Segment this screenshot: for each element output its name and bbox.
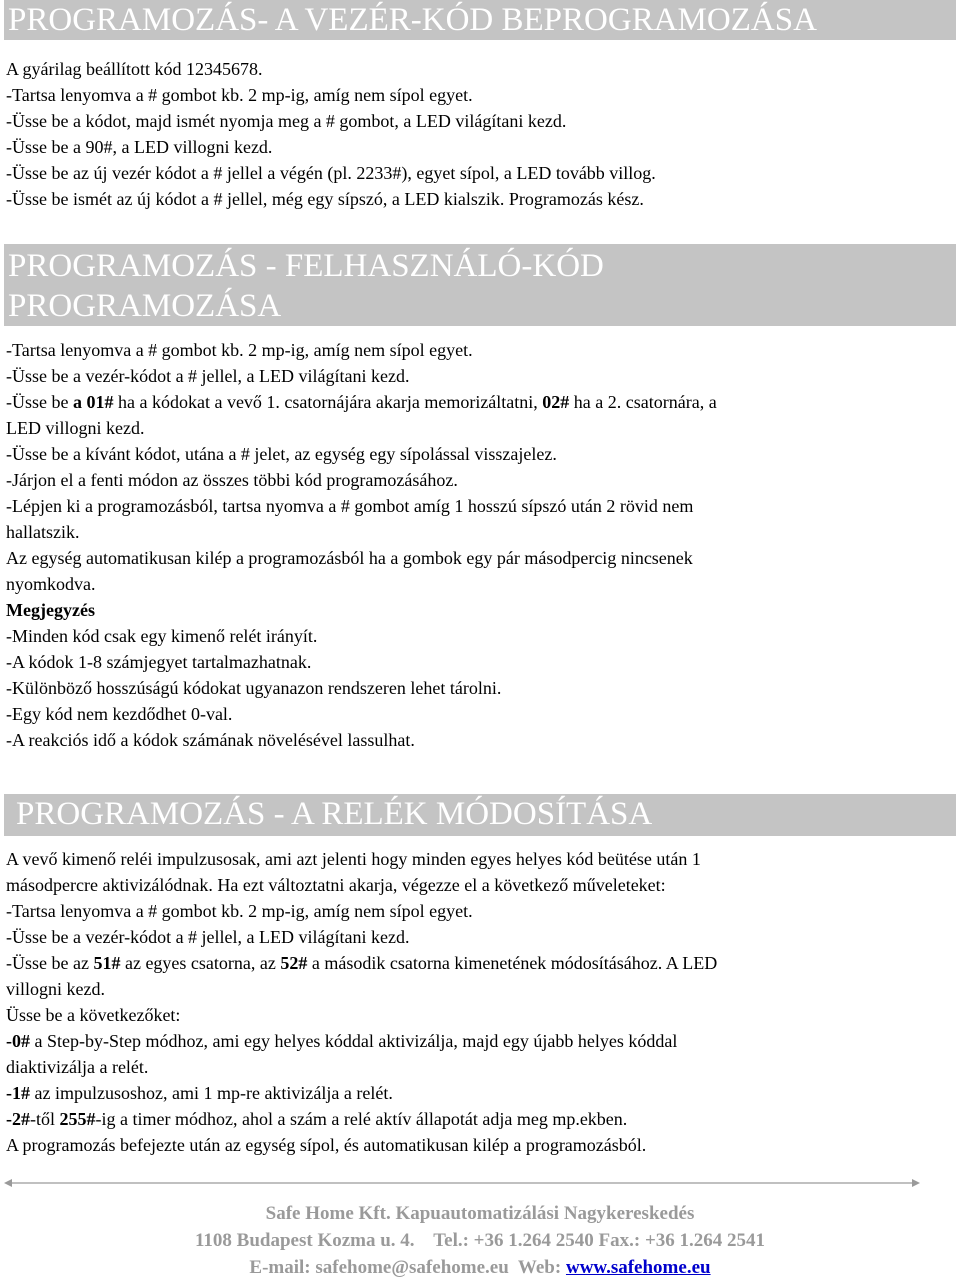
text-line: másodpercre aktivizálódnak. Ha ezt változtatni akarja, végezze el a következő műveleteket:: [6, 875, 666, 895]
text-line: [6, 1080, 946, 1106]
text-line: -Üsse be a 90#, a LED villogni kezd.: [6, 137, 273, 157]
text-line: A vevő kimenő reléi impulzusosak, ami azt jelenti hogy minden egyes helyes kód beütése után 1: [6, 849, 701, 869]
text-line: A programozás befejezte után az egység sípol, és automatikusan kilép a programozásból.: [6, 1135, 647, 1155]
text-line: -Üsse be a vezér-kódot a # jellel, a LED világítani kezd.: [6, 366, 410, 386]
text-line: -Tartsa lenyomva a # gombot kb. 2 mp-ig, amíg nem sípol egyet.: [6, 901, 473, 921]
code-bold: 02#: [542, 392, 570, 412]
text-line: [6, 1106, 946, 1132]
text-line: A gyárilag beállított kód 12345678.: [6, 59, 263, 79]
text-line: hallatszik.: [6, 522, 80, 542]
text-run: -ig a timer módhoz, ahol a szám a relé aktív állapotát adja meg mp.ekben.: [95, 1109, 628, 1129]
text-run: -Üsse be az: [6, 953, 94, 973]
text-line: -Üsse be a kódot, majd ismét nyomja meg a # gombot, a LED világítani kezd.: [6, 111, 567, 131]
text-run: az egyes csatorna, az: [120, 953, 281, 973]
code-bold: -0#: [6, 1031, 30, 1051]
note-line: -Különböző hosszúságú kódokat ugyanazon rendszeren lehet tárolni.: [6, 678, 502, 698]
text-line: -Üsse be a kívánt kódot, utána a # jelet, az egység egy sípolással visszajelez.: [6, 444, 557, 464]
text-line: [6, 950, 946, 976]
text-run: ha a kódokat a vevő 1. csatornájára akarja memorizáltatni,: [113, 392, 543, 412]
text-line: -Járjon el a fenti módon az összes többi kód programozásához.: [6, 470, 458, 490]
text-run: -Üsse be: [6, 392, 73, 412]
heading-text-line2: PROGRAMOZÁSA: [8, 288, 282, 324]
heading-text: PROGRAMOZÁS - A RELÉK MÓDOSÍTÁSA: [16, 796, 653, 832]
section3-body: [6, 846, 946, 1158]
footer-address: 1108 Budapest Kozma u. 4. Tel.: +36 1.264 2540 Fax.: +36 1.264 2541: [194, 1230, 766, 1251]
text-line: villogni kezd.: [6, 979, 105, 999]
text-line: -Tartsa lenyomva a # gombot kb. 2 mp-ig, amíg nem sípol egyet.: [6, 340, 473, 360]
text-line: -Üsse be az új vezér kódot a # jellel a végén (pl. 2233#), egyet sípol, a LED tovább villog.: [6, 163, 656, 183]
note-line: -Egy kód nem kezdődhet 0-val.: [6, 704, 233, 724]
text-line: nyomkodva.: [6, 574, 96, 594]
footer-divider: [4, 1178, 920, 1188]
text-line: Üsse be a következőket:: [6, 1005, 181, 1025]
code-bold: 51#: [93, 953, 121, 973]
code-bold: -2#: [6, 1109, 30, 1129]
text-line: [6, 389, 946, 415]
text-line: -Üsse be ismét az új kódot a # jellel, még egy sípszó, a LED kialszik. Programozás kész.: [6, 189, 644, 209]
heading-text-line1: PROGRAMOZÁS - FELHASZNÁLÓ-KÓD: [8, 248, 604, 284]
text-run: a Step-by-Step módhoz, ami egy helyes kóddal aktivizálja, majd egy újabb helyes kóddal: [30, 1031, 678, 1051]
code-bold: 255#: [59, 1109, 96, 1129]
text-line: [6, 1028, 946, 1054]
section-heading-user-code: [4, 244, 956, 326]
note-line: -A reakciós idő a kódok számának növelésével lassulhat.: [6, 730, 415, 750]
section-heading-master-code: [4, 0, 956, 40]
section2-body: [6, 337, 946, 753]
text-run: az impulzusoshoz, ami 1 mp-re aktivizálja a relét.: [30, 1083, 393, 1103]
code-bold: 52#: [280, 953, 308, 973]
text-line: diaktivizálja a relét.: [6, 1057, 149, 1077]
text-run: ha a 2. csatornára, a: [569, 392, 717, 412]
heading-text: PROGRAMOZÁS- A VEZÉR-KÓD BEPROGRAMOZÁSA: [8, 2, 817, 38]
text-run: -től: [30, 1109, 60, 1129]
footer-contact: [0, 1254, 960, 1281]
code-bold: -1#: [6, 1083, 30, 1103]
footer-web-link[interactable]: www.safehome.eu: [565, 1257, 711, 1278]
note-line: -A kódok 1-8 számjegyet tartalmazhatnak.: [6, 652, 312, 672]
text-run: a második csatorna kimenetének módosításához. A LED: [307, 953, 718, 973]
code-bold: a 01#: [72, 392, 114, 412]
text-line: LED villogni kezd.: [6, 418, 145, 438]
footer: [0, 1200, 960, 1281]
text-line: -Lépjen ki a programozásból, tartsa nyomva a # gombot amíg 1 hosszú sípszó után 2 rövid nem: [6, 496, 694, 516]
text-line: -Tartsa lenyomva a # gombot kb. 2 mp-ig, amíg nem sípol egyet.: [6, 85, 473, 105]
text-line: Az egység automatikusan kilép a programozásból ha a gombok egy pár másodpercig nincsenek: [6, 548, 693, 568]
section1-body: [6, 56, 946, 212]
footer-email: E-mail: safehome@safehome.eu Web:: [249, 1257, 566, 1278]
footer-company: Safe Home Kft. Kapuautomatizálási Nagykereskedés: [265, 1203, 695, 1224]
text-line: -Üsse be a vezér-kódot a # jellel, a LED világítani kezd.: [6, 927, 410, 947]
section-heading-relays: [4, 794, 956, 836]
note-title: Megjegyzés: [6, 600, 95, 620]
note-line: -Minden kód csak egy kimenő relét irányít.: [6, 626, 318, 646]
